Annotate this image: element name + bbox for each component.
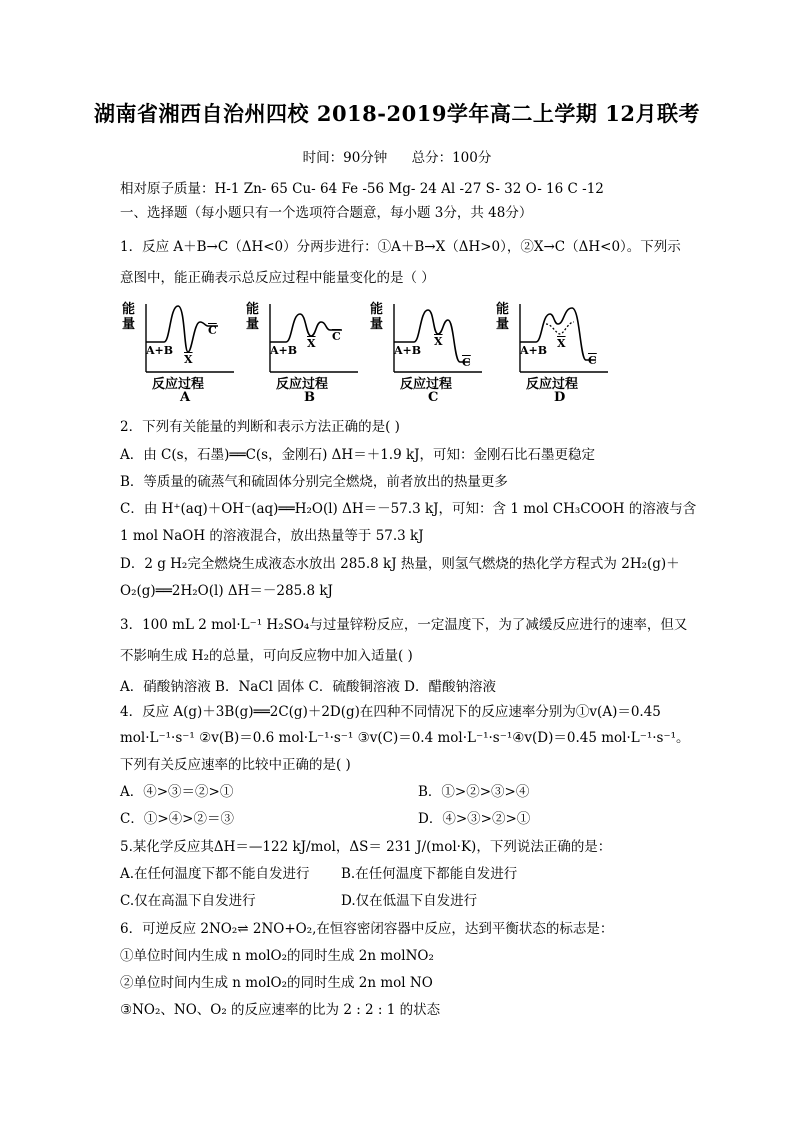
q6-item2: ②单位时间内生成 n molO₂的同时生成 2n mol NO	[120, 975, 433, 991]
q6-item3: ③NO₂、NO、O₂ 的反应速率的比为 2 : 2 : 1 的状态	[120, 1002, 441, 1018]
q4-line1: 4．反应 A(g)＋3B(g)══2C(g)＋2D(g)在四种不同情况下的反应速率分别为①v(A)＝0.45	[120, 704, 661, 720]
diagram-a-label: A	[180, 390, 191, 405]
q2-option-a: A．由 C(s，石墨)══C(s，金刚石) ΔH＝＋1.9 kJ，可知：金刚石比石墨更稳定	[120, 447, 596, 463]
diagram-b-ylabel: 能量	[246, 302, 260, 332]
q6-item1: ①单位时间内生成 n molO₂的同时生成 2n molNO₂	[120, 948, 434, 964]
page-title: 湖南省湘西自治州四校 2018-2019学年高二上学期 12月联考	[94, 101, 700, 126]
diagram-d-ab: A+B	[520, 344, 548, 357]
q2-stem: 2．下列有关能量的判断和表示方法正确的是( )	[120, 419, 400, 435]
diagram-b-ab: A+B	[270, 344, 298, 357]
diagram-a-xlabel: 反应过程	[152, 377, 205, 392]
diagram-b-c: $\overline{C}$	[332, 330, 341, 343]
diagram-b-x: $\overline{X}$	[307, 337, 316, 350]
q2-option-c-line1: C．由 H⁺(aq)＋OH⁻(aq)══H₂O(l) ΔH＝－57.3 kJ，可知：含 1 mol CH₃COOH 的溶液与含	[120, 501, 697, 517]
diagram-c-ab: A+B	[394, 344, 422, 357]
diagram-b-label: B	[304, 390, 315, 405]
q5-option-a: A.在任何温度下都不能自发进行	[120, 866, 310, 882]
q4-option-b: B．①>②>③>④	[418, 784, 530, 800]
q5-option-b: B.在任何温度下都能自发进行	[341, 866, 518, 882]
energy-diagrams	[122, 300, 622, 410]
diagram-d-x: $\overline{X}$	[557, 337, 566, 350]
q4-option-a: A．④>③＝②>①	[120, 784, 234, 800]
q6-stem: 6．可逆反应 2NO₂⇌ 2NO+O₂,在恒容密闭容器中反应，达到平衡状态的标志是：	[120, 921, 614, 937]
diagram-c	[370, 300, 490, 410]
q3-line1: 3．100 mL 2 mol·L⁻¹ H₂SO₄与过量锌粉反应，一定温度下，为了减缓反应进行的速率，但又	[120, 617, 688, 633]
atomic-mass-line: 相对原子质量：H-1 Zn- 65 Cu- 64 Fe -56 Mg- 24 Al -27 S- 32 O- 16 C -12	[120, 181, 604, 197]
q3-line2: 不影响生成 H₂的总量，可向反应物中加入适量( )	[120, 648, 413, 664]
diagram-b-xlabel: 反应过程	[276, 377, 329, 392]
q4-line3: 下列有关反应速率的比较中正确的是( )	[120, 757, 351, 773]
diagram-c-c: $\overline{C}$	[462, 356, 471, 369]
q5-stem: 5.某化学反应其ΔH＝—122 kJ/mol，ΔS＝ 231 J/(mol·K)，下列说法正确的是：	[120, 839, 612, 855]
diagram-d-ylabel: 能量	[496, 302, 510, 332]
diagram-a-c: $\overline{C}$	[208, 324, 217, 337]
q4-option-d: D．④>③>②>①	[418, 811, 531, 827]
q2-option-d-line2: O₂(g)══2H₂O(l) ΔH＝－285.8 kJ	[120, 583, 333, 599]
diagram-b	[246, 300, 366, 410]
diagram-a-ylabel: 能量	[122, 302, 136, 332]
diagram-d-xlabel: 反应过程	[526, 377, 579, 392]
diagram-d-label: D	[554, 390, 566, 405]
q5-option-d: D.仅在低温下自发进行	[341, 893, 478, 909]
q2-option-c-line2: 1 mol NaOH 的溶液混合，放出热量等于 57.3 kJ	[120, 528, 424, 544]
diagram-c-x: $\overline{X}$	[434, 335, 443, 348]
q5-option-c: C.仅在高温下自发进行	[120, 893, 256, 909]
q2-option-d-line1: D．2 g H₂完全燃烧生成液态水放出 285.8 kJ 热量，则氢气燃烧的热化学方程式为 2H₂(g)＋	[120, 556, 680, 572]
q2-option-b: B．等质量的硫蒸气和硫固体分别完全燃烧，前者放出的热量更多	[120, 474, 508, 490]
diagram-a-x: $\overline{X}$	[184, 353, 193, 366]
q3-options: A．硝酸钠溶液 B．NaCl 固体 C．硫酸铜溶液 D．醋酸钠溶液	[120, 679, 496, 695]
diagram-c-ylabel: 能量	[370, 302, 384, 332]
section-heading: 一、选择题（每小题只有一个选项符合题意，每小题 3分，共 48分）	[120, 205, 533, 221]
q1-line1: 1．反应 A＋B→C（ΔH<0）分两步进行：①A＋B→X（ΔH>0），②X→C（ΔH<0）。下列示	[120, 239, 681, 255]
q4-option-c: C．①>④>②＝③	[120, 811, 234, 827]
diagram-d	[496, 300, 616, 410]
diagram-c-xlabel: 反应过程	[400, 377, 453, 392]
q1-line2: 意图中，能正确表示总反应过程中能量变化的是（ ）	[120, 270, 435, 286]
diagram-a-ab: A+B	[146, 344, 174, 357]
diagram-a	[122, 300, 242, 410]
exam-score: 总分：100分	[411, 150, 492, 166]
diagram-d-c: $\overline{C}$	[588, 354, 597, 367]
q4-line2: mol·L⁻¹·s⁻¹ ②v(B)＝0.6 mol·L⁻¹·s⁻¹ ③v(C)＝0.4 mol·L⁻¹·s⁻¹④v(D)＝0.45 mol·L⁻¹·s⁻¹。	[120, 730, 690, 746]
exam-meta	[0, 146, 794, 166]
diagram-c-label: C	[428, 390, 439, 405]
exam-time: 时间：90分钟	[302, 150, 388, 166]
